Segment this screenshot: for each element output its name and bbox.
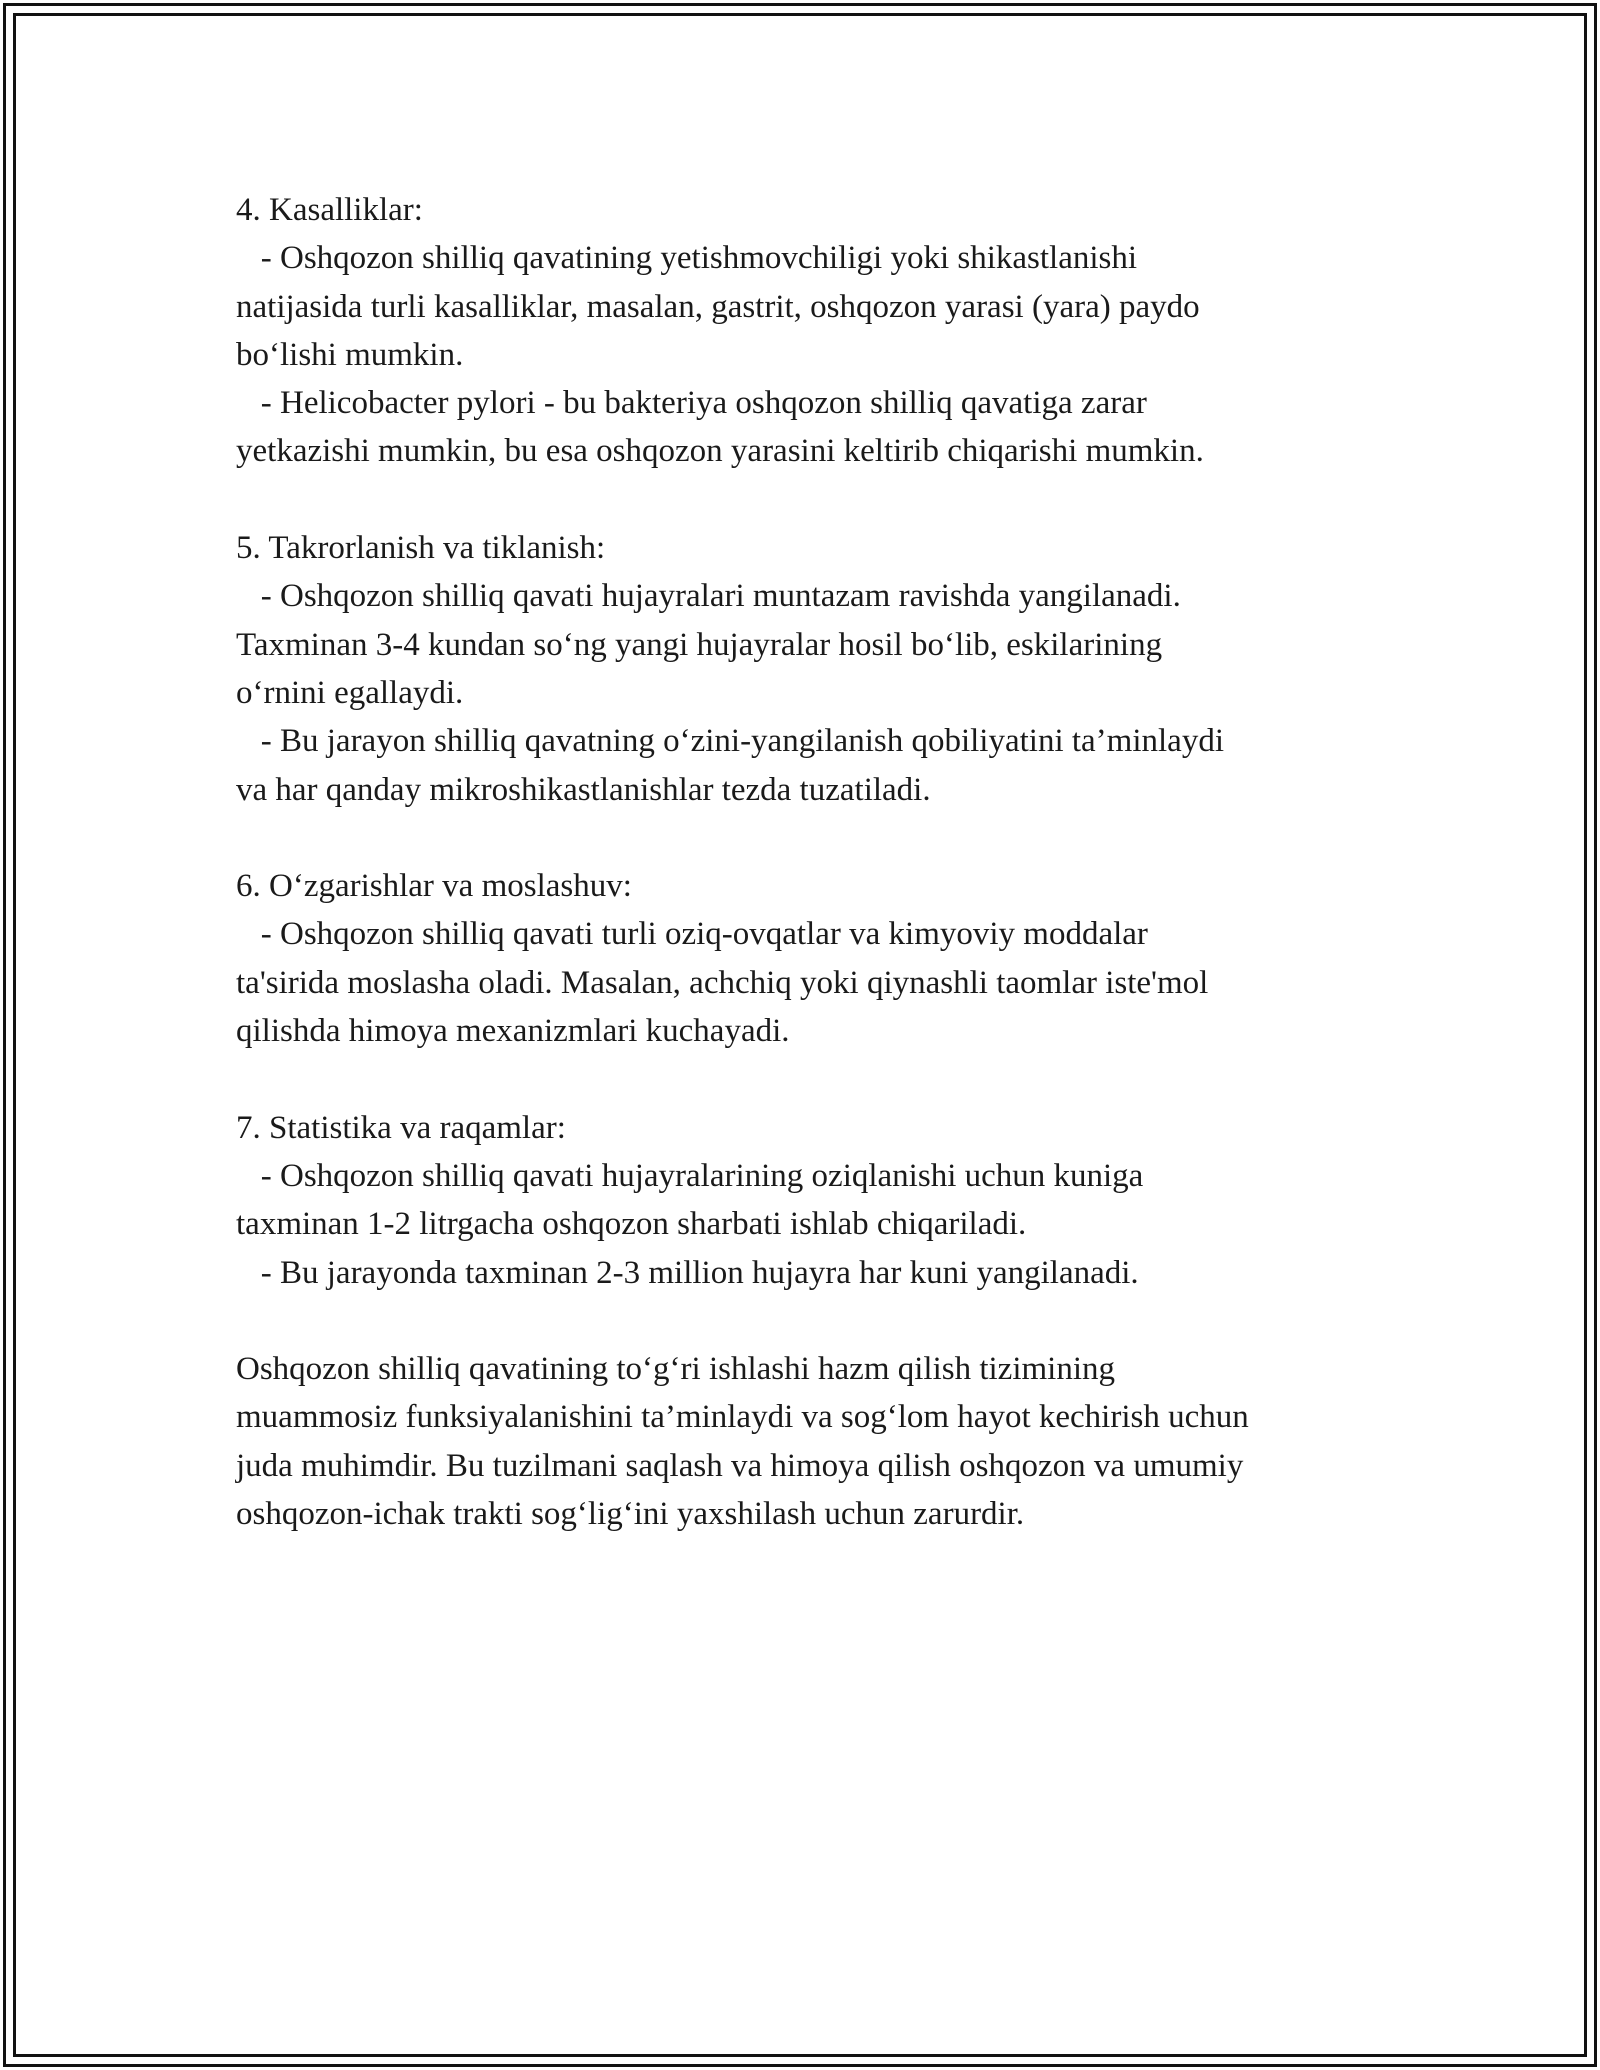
section-conclusion <box>236 1345 1396 1538</box>
text-line: - Bu jarayonda taxminan 2-3 million hujayra har kuni yangilanadi. <box>236 1254 1139 1291</box>
section-heading: 7. Statistika va raqamlar: <box>236 1109 566 1146</box>
text-line: yetkazishi mumkin, bu esa oshqozon yarasini keltirib chiqarishi mumkin. <box>236 433 1204 470</box>
text-line: - Bu jarayon shilliq qavatning o‘zini-yangilanish qobiliyatini ta’minlaydi <box>236 723 1224 760</box>
text-line: va har qanday mikroshikastlanishlar tezda tuzatiladi. <box>236 771 931 808</box>
section-takrorlanish <box>236 524 1396 814</box>
section-heading: 4. Kasalliklar: <box>236 192 423 228</box>
text-line: juda muhimdir. Bu tuzilmani saqlash va himoya qilish oshqozon va umumiy <box>236 1447 1244 1484</box>
text-line: Oshqozon shilliq qavatining to‘g‘ri ishlashi hazm qilish tizimining <box>236 1351 1115 1388</box>
section-heading: 6. O‘zgarishlar va moslashuv: <box>236 868 632 905</box>
text-line: - Helicobacter pylori - bu bakteriya oshqozon shilliq qavatiga zarar <box>236 385 1147 422</box>
section-kasalliklar <box>236 186 1396 476</box>
text-line: ta'sirida moslasha oladi. Masalan, achchiq yoki qiynashli taomlar iste'mol <box>236 964 1209 1001</box>
section-statistika <box>236 1104 1396 1297</box>
section-heading: 5. Takrorlanish va tiklanish: <box>236 530 606 567</box>
section-ozgarishlar <box>236 862 1396 1055</box>
text-line: - Oshqozon shilliq qavati hujayralarining oziqlanishi uchun kuniga <box>236 1157 1144 1194</box>
document-body <box>236 186 1396 1587</box>
text-line: - Oshqozon shilliq qavatining yetishmovchiligi yoki shikastlanishi <box>236 240 1138 277</box>
text-line: taxminan 1-2 litrgacha oshqozon sharbati ishlab chiqariladi. <box>236 1206 1027 1243</box>
text-line: o‘rnini egallaydi. <box>236 674 464 711</box>
text-line: qilishda himoya mexanizmlari kuchayadi. <box>236 1013 790 1050</box>
text-line: oshqozon-ichak trakti sog‘lig‘ini yaxshilash uchun zarurdir. <box>236 1496 1025 1533</box>
text-line: - Oshqozon shilliq qavati turli oziq-ovqatlar va kimyoviy moddalar <box>236 916 1148 953</box>
text-line: Taxminan 3-4 kundan so‘ng yangi hujayralar hosil bo‘lib, eskilarining <box>236 626 1163 663</box>
text-line: - Oshqozon shilliq qavati hujayralari muntazam ravishda yangilanadi. <box>236 578 1181 615</box>
text-line: muammosiz funksiyalanishini ta’minlaydi va sog‘lom hayot kechirish uchun <box>236 1399 1249 1436</box>
text-line: natijasida turli kasalliklar, masalan, gastrit, oshqozon yarasi (yara) paydo <box>236 288 1200 325</box>
text-line: bo‘lishi mumkin. <box>236 336 464 373</box>
